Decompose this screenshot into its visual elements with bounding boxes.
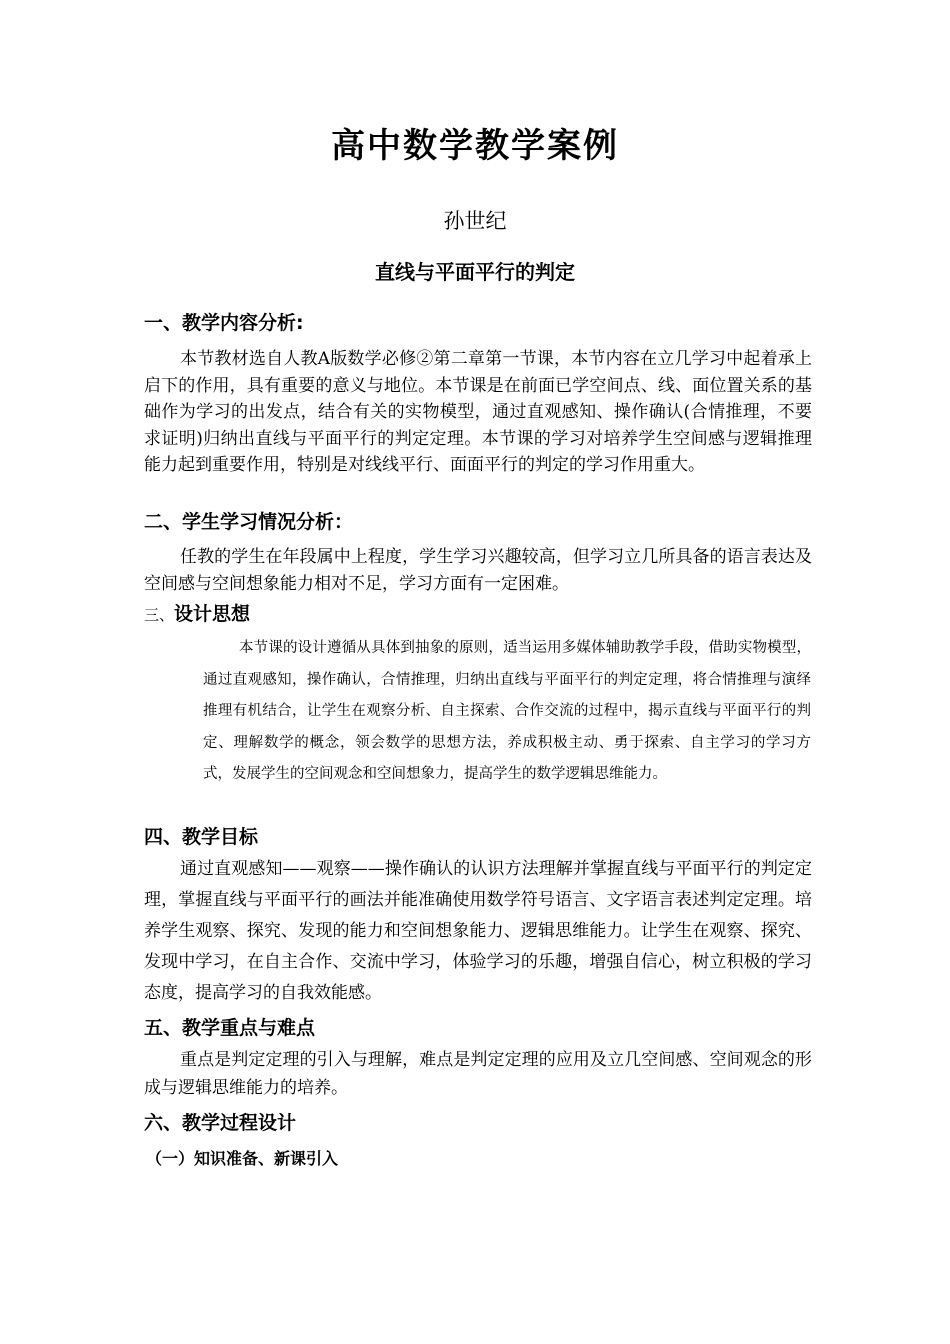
section-heading-2: 二、学生学习情况分析：: [144, 511, 354, 533]
section-heading-4: 四、教学目标: [144, 826, 259, 848]
section-heading-3: [144, 599, 250, 626]
subsection-heading: （一）知识准备、新课引入: [146, 1149, 339, 1168]
section-text-4: 通过直观感知——观察——操作确认的认识方法理解并掌握直线与平面平行的判定定理，掌握直线与平面平行的画法并能准确使用数学符号语言、文字语言表述判定定理。培养学生观察、探究、发现的能力和空间想象能力、逻辑思维能力。让学生在观察、探究、发现中学习，在自主合作、交流中学习，体验学习的乐趣，增强自信心，树立积极的学习态度，提高学习的自我效能感。: [144, 859, 812, 1003]
section-heading-6: 六、教学过程设计: [144, 1112, 297, 1134]
section-text-1: 本节教材选自人教A版数学必修②第二章第一节课，本节内容在立几学习中起着承上启下的作用，具有重要的意义与地位。本节课是在前面已学空间点、线、面位置关系的基础作为学习的出发点，结合有关的实物模型，通过直观感知、操作确认(合情推理，不要求证明)归纳出直线与平面平行的判定定理。本节课的学习对培养学生空间感与逻辑推理能力起到重要作用，特别是对线线平行、面面平行的判定的学习作用重大。: [144, 349, 812, 475]
section-heading-3-prefix: 三、: [144, 606, 175, 624]
author-name: 孙世纪: [443, 209, 507, 233]
section-text-2: 任教的学生在年段属中上程度，学生学习兴趣较高，但学习立几所具备的语言表达及空间感与空间想象能力相对不足，学习方面有一定困难。: [144, 547, 812, 594]
section-text-3: 本节课的设计遵循从具体到抽象的原则，适当运用多媒体辅助教学手段，借助实物模型，通过直观感知，操作确认，合情推理，归纳出直线与平面平行的判定定理，将合情推理与演绎推理有机结合，让学生在观察分析、自主探索、合作交流的过程中，揭示直线与平面平行的判定、理解数学的概念，领会数学的思想方法，养成积极主动、勇于探索、自主学习的学习方式，发展学生的空间观念和空间想象力，提高学生的数学逻辑思维能力。: [203, 640, 811, 782]
section-heading-1: 一、教学内容分析:: [144, 312, 304, 334]
section-heading-3-label: 设计思想: [174, 603, 251, 625]
section-heading-5: 五、教学重点与难点: [144, 1017, 316, 1039]
section-text-5: 重点是判定定理的引入与理解，难点是判定定理的应用及立几空间感、空间观念的形成与逻辑思维能力的培养。: [144, 1050, 812, 1098]
document-title: 高中数学教学案例: [331, 126, 619, 166]
lesson-title: 直线与平面平行的判定: [375, 260, 575, 284]
